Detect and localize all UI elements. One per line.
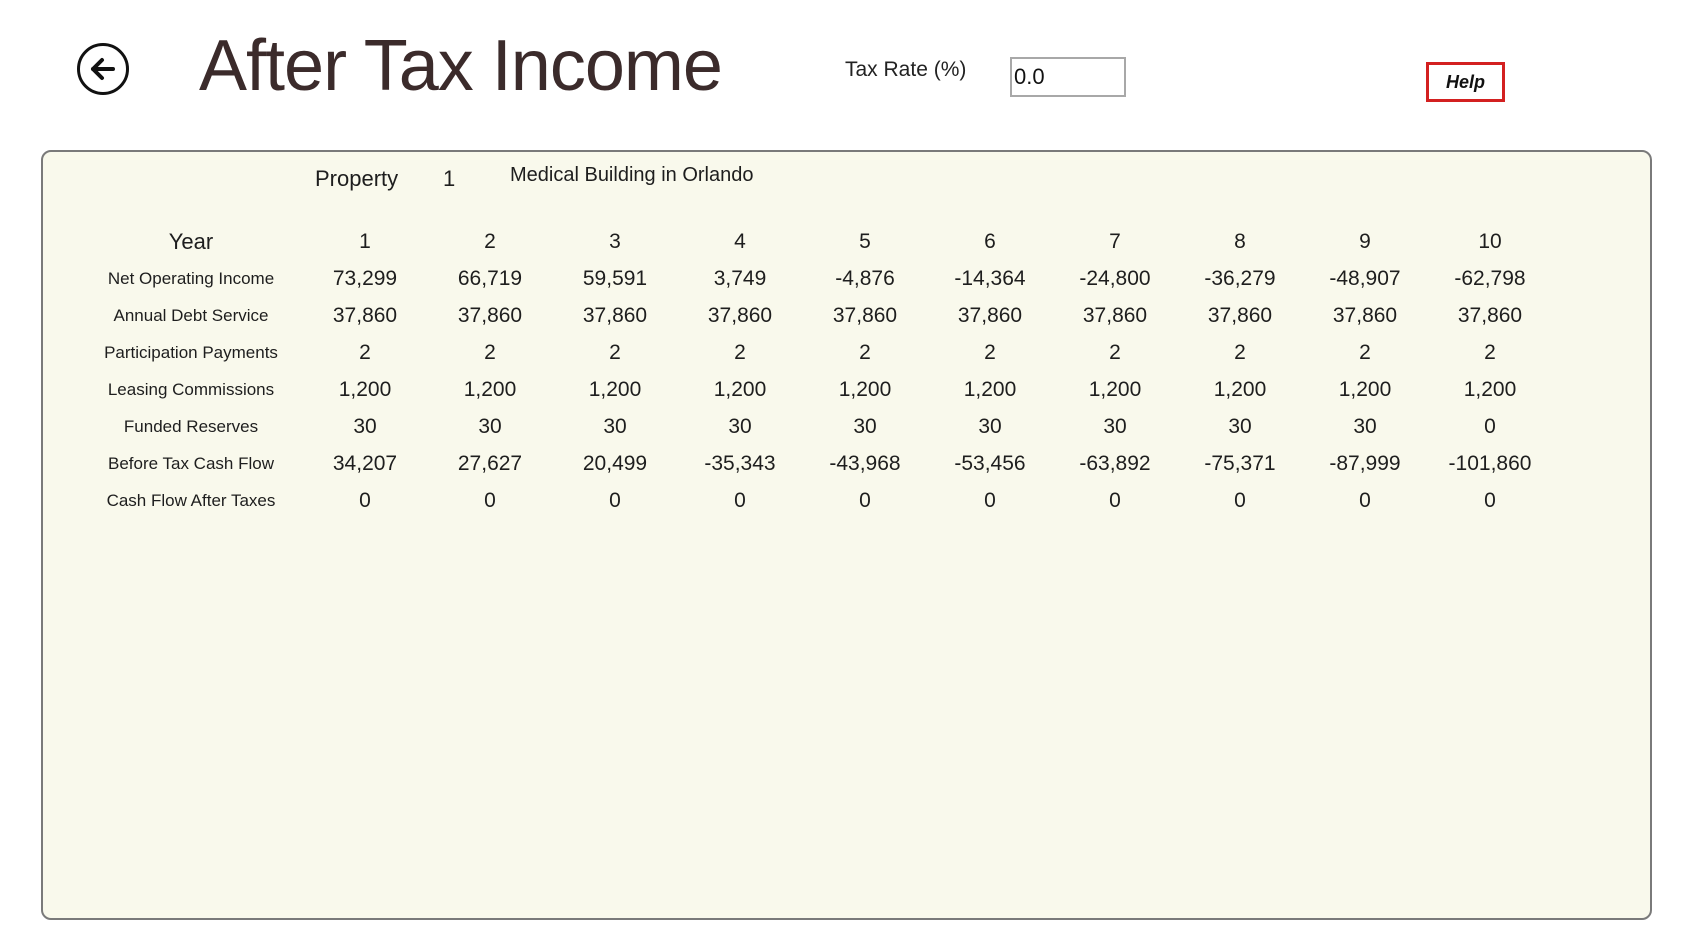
value-cell: 0 (1234, 489, 1246, 512)
value-cell: 2 (734, 341, 746, 364)
value-cell: 37,860 (1332, 304, 1398, 327)
value-cell: 0 (859, 489, 871, 512)
value-cell: 0 (609, 489, 621, 512)
value-cell: -36,279 (1204, 267, 1276, 290)
back-button[interactable] (77, 43, 129, 95)
value-cell: 20,499 (582, 452, 648, 475)
value-cell: -14,364 (954, 267, 1026, 290)
year-cell: 1 (359, 230, 371, 253)
value-cell: -63,892 (1079, 452, 1151, 475)
row-label: Annual Debt Service (113, 306, 269, 325)
value-cell: -4,876 (835, 267, 895, 290)
row-label: Before Tax Cash Flow (108, 454, 274, 473)
value-cell: 27,627 (457, 452, 523, 475)
year-cell: 9 (1359, 230, 1371, 253)
value-cell: 1,200 (588, 378, 642, 401)
help-button[interactable]: Help (1426, 62, 1505, 102)
value-cell: -24,800 (1079, 267, 1151, 290)
value-cell: 1,200 (838, 378, 892, 401)
tax-rate-input[interactable] (1010, 57, 1126, 97)
value-cell: 2 (859, 341, 871, 364)
value-cell: 0 (1109, 489, 1121, 512)
value-cell: 37,860 (1207, 304, 1273, 327)
value-cell: 37,860 (957, 304, 1023, 327)
value-cell: 66,719 (457, 267, 523, 290)
property-name: Medical Building in Orlando (510, 164, 754, 186)
value-cell: 37,860 (832, 304, 898, 327)
tax-rate-label: Tax Rate (%) (845, 58, 967, 81)
value-cell: -35,343 (704, 452, 776, 475)
row-label: Funded Reserves (123, 417, 259, 436)
year-label: Year (168, 229, 214, 254)
value-cell: 30 (728, 415, 752, 438)
value-cell: 2 (1234, 341, 1246, 364)
value-cell: 1,200 (463, 378, 517, 401)
value-cell: -48,907 (1329, 267, 1401, 290)
value-cell: 37,860 (1457, 304, 1523, 327)
value-cell: -43,968 (829, 452, 901, 475)
row-label: Net Operating Income (107, 269, 275, 288)
year-cell: 2 (484, 230, 496, 253)
value-cell: 37,860 (707, 304, 773, 327)
value-cell: 37,860 (332, 304, 398, 327)
value-cell: 2 (359, 341, 371, 364)
value-cell: 2 (1109, 341, 1121, 364)
value-cell: 30 (1103, 415, 1127, 438)
property-label: Property (315, 166, 399, 191)
value-cell: 34,207 (332, 452, 398, 475)
value-cell: 0 (1484, 489, 1496, 512)
value-cell: 1,200 (1463, 378, 1517, 401)
value-cell: 0 (484, 489, 496, 512)
value-cell: 37,860 (582, 304, 648, 327)
value-cell: -101,860 (1448, 452, 1532, 475)
year-cell: 5 (859, 230, 871, 253)
value-cell: 30 (603, 415, 627, 438)
value-cell: 2 (484, 341, 496, 364)
value-cell: 1,200 (963, 378, 1017, 401)
row-label: Cash Flow After Taxes (106, 491, 276, 510)
value-cell: 1,200 (1213, 378, 1267, 401)
row-label: Leasing Commissions (107, 380, 275, 399)
value-cell: 30 (478, 415, 502, 438)
value-cell: 2 (1484, 341, 1496, 364)
year-cell: 3 (609, 230, 621, 253)
value-cell: 1,200 (1338, 378, 1392, 401)
value-cell: -53,456 (954, 452, 1026, 475)
value-cell: 1,200 (1088, 378, 1142, 401)
value-cell: 37,860 (1082, 304, 1148, 327)
year-cell: 7 (1109, 230, 1121, 253)
year-cell: 6 (984, 230, 996, 253)
year-cell: 4 (734, 230, 746, 253)
year-cell: 8 (1234, 230, 1246, 253)
value-cell: 30 (978, 415, 1002, 438)
value-cell: -75,371 (1204, 452, 1276, 475)
value-cell: -87,999 (1329, 452, 1401, 475)
page-title: After Tax Income (199, 26, 722, 106)
year-cell: 10 (1478, 230, 1502, 253)
row-label: Participation Payments (104, 343, 278, 362)
value-cell: 37,860 (457, 304, 523, 327)
value-cell: 2 (1359, 341, 1371, 364)
value-cell: 0 (734, 489, 746, 512)
value-cell: 2 (984, 341, 996, 364)
value-cell: 0 (984, 489, 996, 512)
property-number: 1 (443, 166, 456, 191)
value-cell: -62,798 (1454, 267, 1526, 290)
arrow-left-icon (88, 54, 118, 84)
value-cell: 30 (853, 415, 877, 438)
value-cell: 30 (1228, 415, 1252, 438)
value-cell: 0 (1484, 415, 1496, 438)
value-cell: 73,299 (332, 267, 398, 290)
value-cell: 30 (1353, 415, 1377, 438)
value-cell: 59,591 (582, 267, 648, 290)
value-cell: 0 (359, 489, 371, 512)
value-cell: 2 (609, 341, 621, 364)
value-cell: 30 (353, 415, 377, 438)
value-cell: 1,200 (338, 378, 392, 401)
value-cell: 0 (1359, 489, 1371, 512)
value-cell: 1,200 (713, 378, 767, 401)
value-cell: 3,749 (713, 267, 767, 290)
results-panel (41, 150, 1652, 920)
